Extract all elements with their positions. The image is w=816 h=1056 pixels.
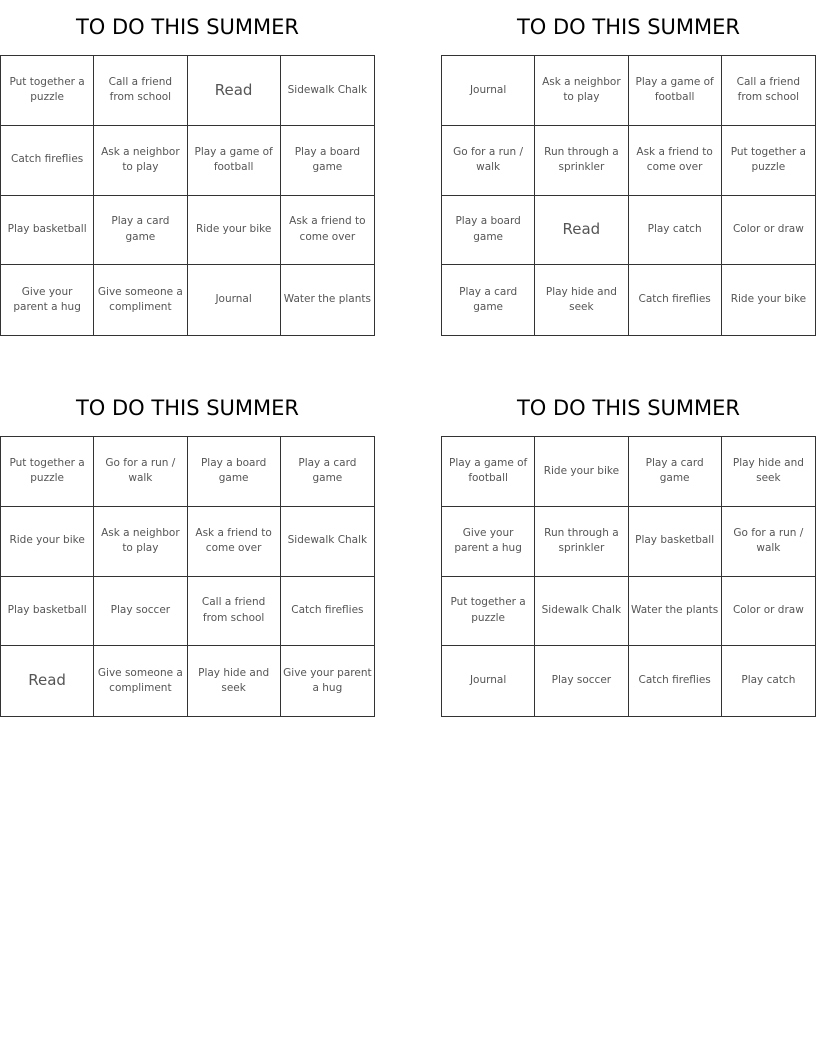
- grid-cell: Ask a friend to come over: [188, 507, 281, 577]
- bingo-card: [441, 393, 816, 687]
- grid-cell: Journal: [442, 646, 535, 716]
- grid-cell: Water the plants: [629, 577, 722, 647]
- grid-cell: Play basketball: [1, 577, 94, 647]
- card-title: TO DO THIS SUMMER: [75, 396, 300, 420]
- grid-cell: Read: [535, 196, 628, 266]
- grid-cell: Go for a run / walk: [94, 437, 187, 507]
- grid-cell: Color or draw: [722, 196, 815, 266]
- grid-cell: Run through a sprinkler: [535, 126, 628, 196]
- grid-cell: Give your parent a hug: [442, 507, 535, 577]
- grid-cell: Play hide and seek: [722, 437, 815, 507]
- grid-cell: Ride your bike: [730, 293, 807, 306]
- card-title: TO DO THIS SUMMER: [516, 396, 741, 420]
- grid-cell: Give your parent a hug: [1, 265, 94, 335]
- grid-cell: Water the plants: [283, 293, 371, 306]
- grid-cell: Run through a sprinkler: [535, 507, 628, 577]
- card-title: TO DO THIS SUMMER: [75, 15, 300, 39]
- grid-cell: Put together a puzzle: [722, 126, 815, 196]
- grid-cell: Play soccer: [535, 646, 628, 716]
- grid-cell: Sidewalk Chalk: [281, 56, 374, 126]
- grid-cell: Give someone a compliment: [94, 265, 187, 335]
- grid-cell: Play catch: [629, 196, 722, 266]
- grid-cell: Play a card game: [629, 437, 722, 507]
- grid-cell: Put together a puzzle: [442, 577, 535, 647]
- grid-cell: Journal: [188, 265, 281, 335]
- grid-cell: Give your parent a hug: [283, 666, 372, 695]
- grid-cell: Play catch: [741, 674, 796, 687]
- grid-cell: Journal: [442, 56, 535, 126]
- grid-cell: Play a board game: [188, 437, 281, 507]
- bingo-card: [0, 393, 375, 695]
- grid-cell: Play a card game: [94, 196, 187, 266]
- grid-cell: Ride your bike: [188, 196, 281, 266]
- grid-cell: Put together a puzzle: [1, 437, 94, 507]
- grid-cell: Play hide and seek: [188, 646, 281, 716]
- bingo-card: [441, 12, 816, 314]
- grid-cell: Put together a puzzle: [1, 56, 94, 126]
- grid-cell: Sidewalk Chalk: [281, 507, 374, 577]
- card-grid: [441, 55, 816, 336]
- grid-cell: Go for a run / walk: [722, 507, 815, 577]
- grid-cell: Color or draw: [722, 577, 815, 647]
- grid-cell: Read: [188, 56, 281, 126]
- grid-cell: Call a friend from school: [188, 577, 281, 647]
- card-grid: [0, 436, 375, 717]
- grid-cell: Ask a friend to come over: [629, 126, 722, 196]
- grid-cell: Call a friend from school: [722, 56, 815, 126]
- grid-cell: Play hide and seek: [535, 265, 628, 335]
- grid-cell: Play a game of football: [188, 126, 281, 196]
- grid-cell: Ask a neighbor to play: [94, 507, 187, 577]
- grid-cell: Play a card game: [281, 437, 374, 507]
- grid-cell: Play soccer: [94, 577, 187, 647]
- grid-cell: Call a friend from school: [94, 56, 187, 126]
- grid-cell: Ask a friend to come over: [281, 196, 374, 266]
- grid-cell: Catch fireflies: [629, 646, 722, 716]
- grid-cell: Catch fireflies: [629, 265, 722, 335]
- card-grid: [0, 55, 375, 336]
- card-title: TO DO THIS SUMMER: [516, 15, 741, 39]
- grid-cell: Catch fireflies: [281, 577, 374, 647]
- bingo-card: [0, 12, 375, 314]
- grid-cell: Play a board game: [281, 126, 374, 196]
- grid-cell: Play a game of football: [629, 56, 722, 126]
- grid-cell: Play basketball: [629, 507, 722, 577]
- grid-cell: Play a game of football: [442, 437, 535, 507]
- grid-cell: Ask a neighbor to play: [94, 126, 187, 196]
- grid-cell: Ride your bike: [1, 507, 94, 577]
- grid-cell: Play basketball: [1, 196, 94, 266]
- grid-cell: Go for a run / walk: [442, 126, 535, 196]
- grid-cell: Catch fireflies: [1, 126, 94, 196]
- grid-cell: Ask a neighbor to play: [535, 56, 628, 126]
- grid-cell: Read: [1, 646, 94, 716]
- card-grid: [441, 436, 816, 717]
- grid-cell: Sidewalk Chalk: [535, 577, 628, 647]
- grid-cell: Give someone a compliment: [94, 646, 187, 716]
- grid-cell: Ride your bike: [535, 437, 628, 507]
- grid-cell: Play a board game: [442, 196, 535, 266]
- grid-cell: Play a card game: [442, 265, 535, 335]
